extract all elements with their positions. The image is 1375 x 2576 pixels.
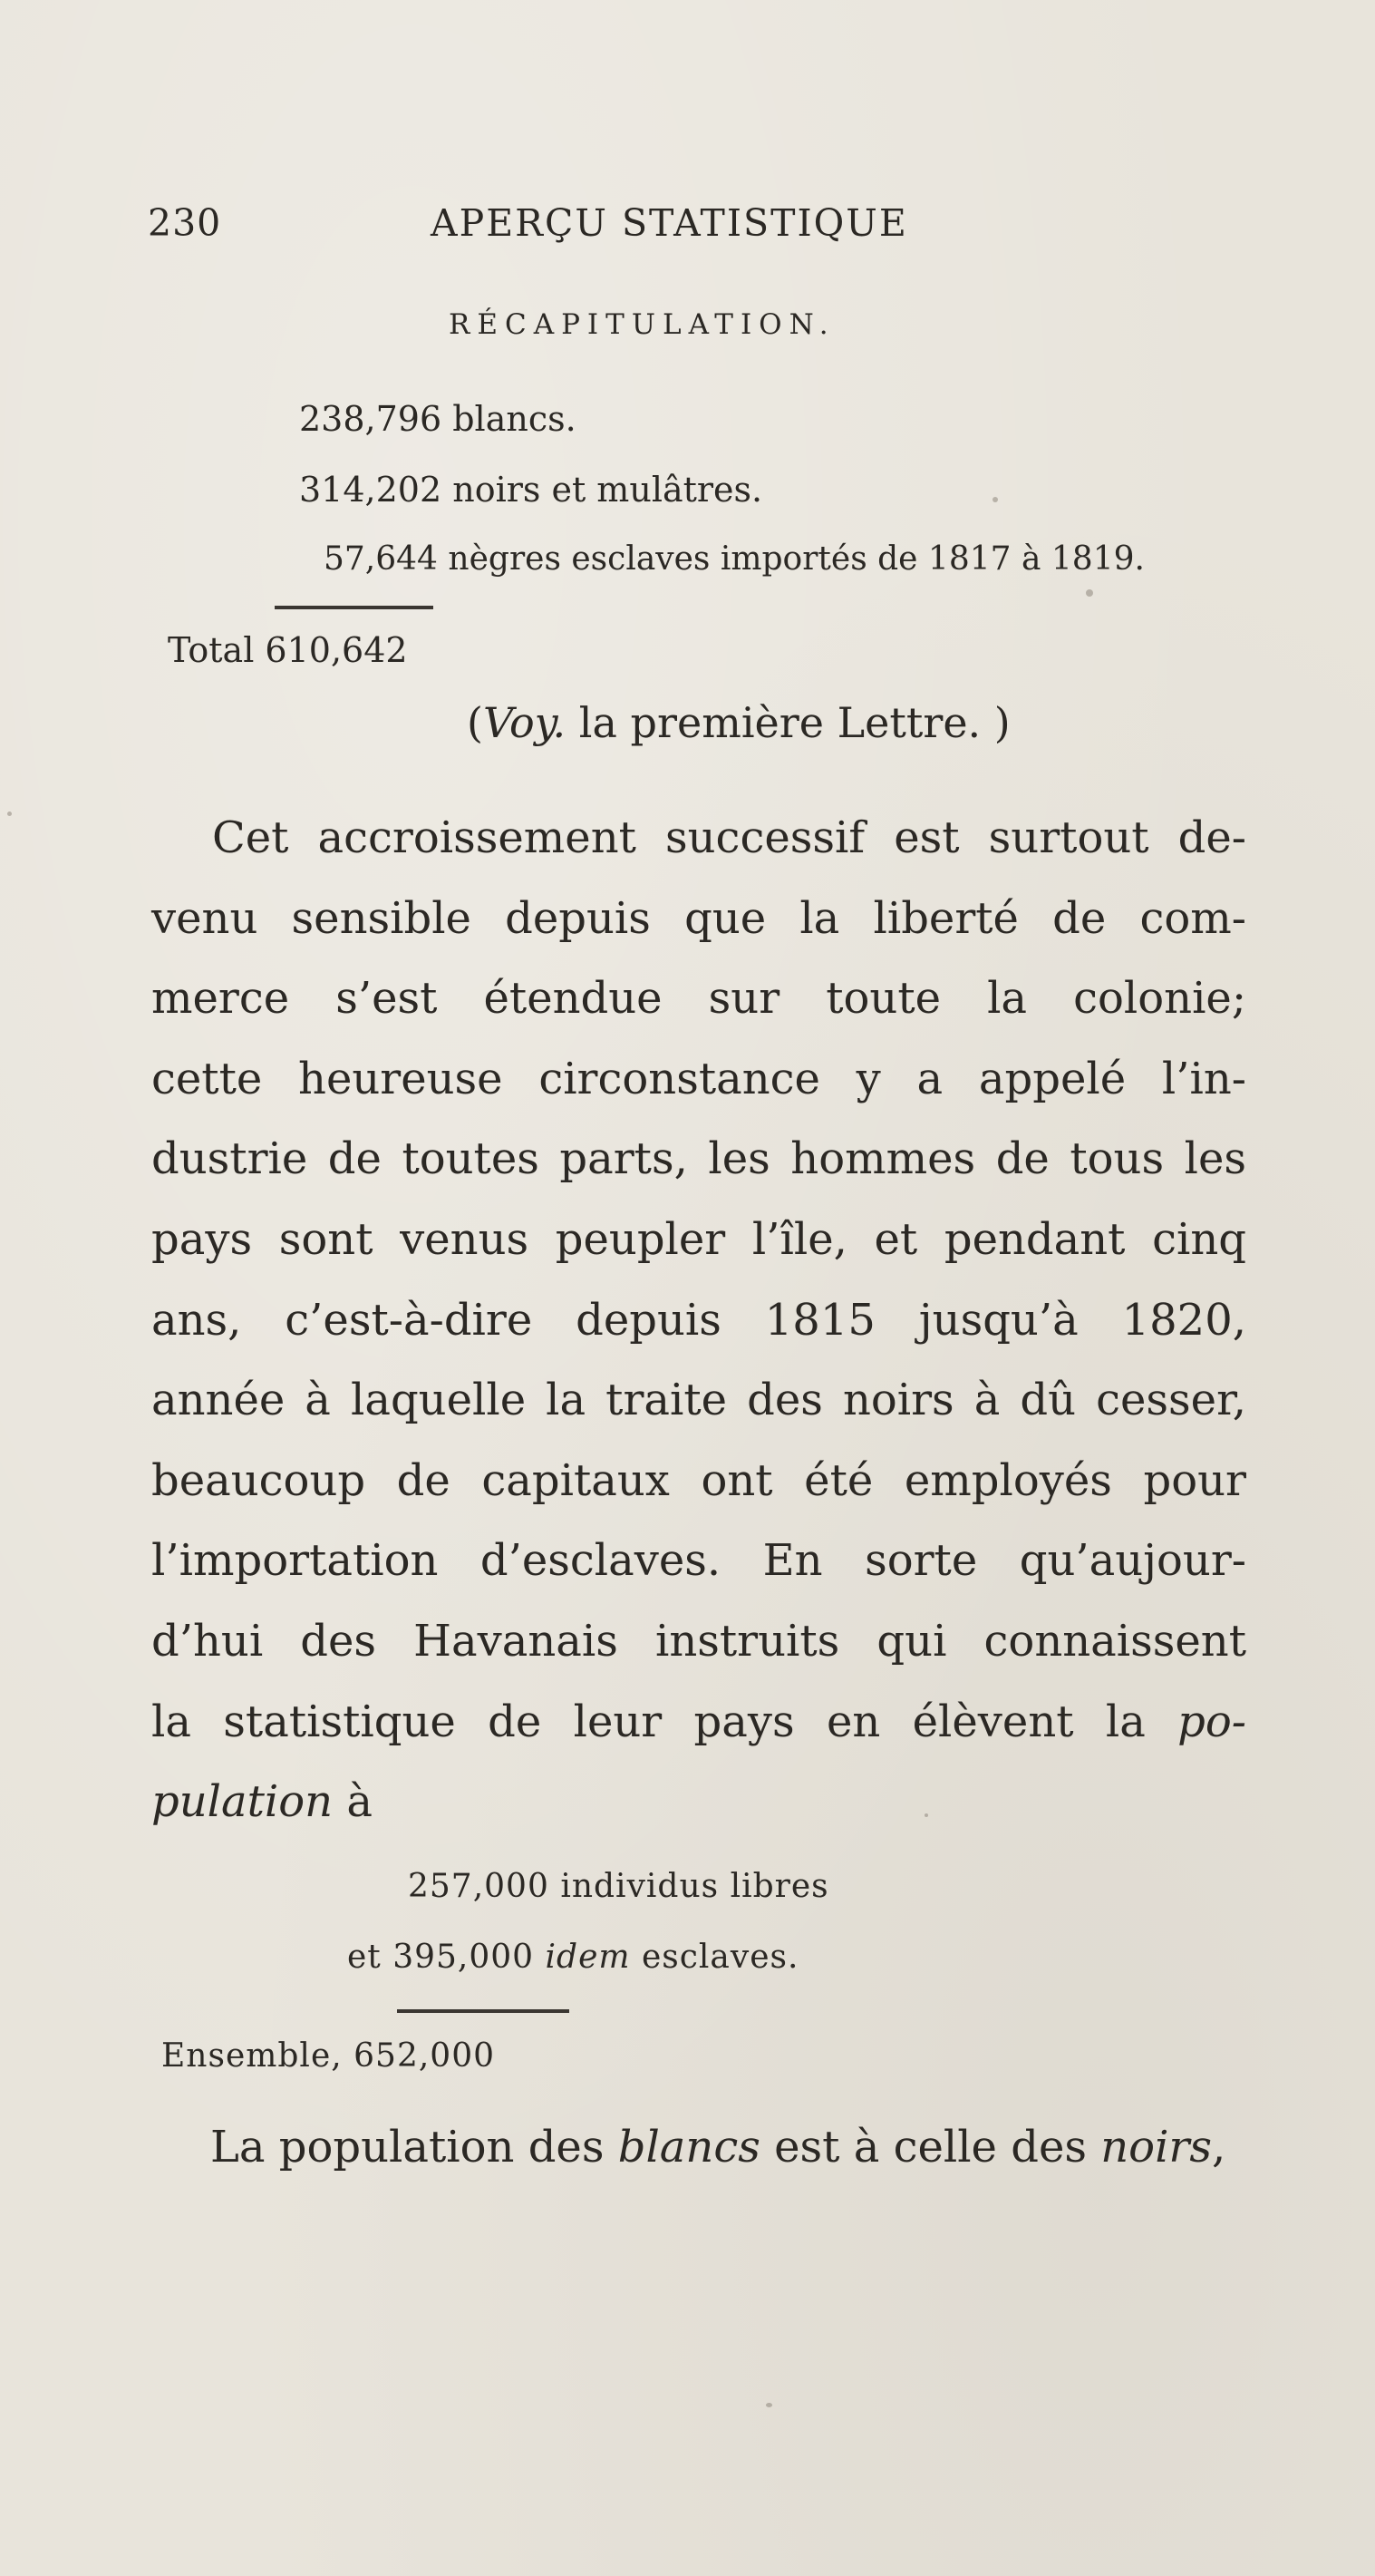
paragraph-italic-hyphen: po- <box>1177 1696 1247 1747</box>
figure-slaves-italic: idem <box>545 1939 631 1976</box>
paragraph-line-text: la statistique de leur pays en élèvent la <box>151 1696 1146 1747</box>
paragraph-line: beaucoup de capitaux ont été employés pour <box>151 1454 1246 1506</box>
ensemble-rule <box>397 2009 569 2013</box>
closing-part1: La population des <box>210 2122 618 2173</box>
recap-line-imported: 57,644 nègres esclaves importés de 1817 à 1819. <box>324 540 1145 578</box>
main-paragraph <box>151 798 1246 1842</box>
reference-open: ( <box>467 698 483 747</box>
reference-rest: la première Lettre. ) <box>566 698 1011 747</box>
paper-speck <box>766 2403 772 2407</box>
closing-part2: est à celle des <box>760 2122 1101 2173</box>
paragraph-line: d’hui des Havanais instruits qui connaissent <box>151 1615 1246 1667</box>
figure-slaves-suffix: esclaves. <box>630 1939 799 1976</box>
paper-speck <box>925 1813 928 1817</box>
paragraph-line: Cet accroissement successif est surtout de- <box>212 812 1246 863</box>
closing-italic-blancs: blancs <box>617 2122 760 2173</box>
paragraph-line: dustrie de toutes parts, les hommes de tous les <box>151 1133 1246 1185</box>
figure-free: 257,000 individus libres <box>408 1868 829 1905</box>
paragraph-last-rest: à <box>333 1776 373 1828</box>
paragraph-line: pays sont venus peupler l’île, et pendant cinq <box>151 1213 1246 1265</box>
figure-slaves <box>347 1939 799 1976</box>
running-title: APERÇU STATISTIQUE <box>431 201 908 245</box>
closing-italic-noirs: noirs <box>1100 2122 1212 2173</box>
paragraph-line: année à laquelle la traite des noirs à dû cesser, <box>151 1375 1246 1426</box>
reference-note <box>467 698 1011 747</box>
total-rule <box>275 606 433 609</box>
figure-slaves-prefix: et 395,000 <box>347 1939 546 1976</box>
paper-speck <box>1086 589 1093 597</box>
page-number: 230 <box>148 201 222 245</box>
closing-line <box>210 2122 1225 2173</box>
paper-speck <box>993 497 998 502</box>
paragraph-line: ans, c’est-à-dire depuis 1815 jusqu’à 1820, <box>151 1294 1246 1346</box>
closing-part3: , <box>1212 2122 1226 2173</box>
recap-total: Total 610,642 <box>168 630 408 670</box>
paragraph-last-line <box>151 1762 1246 1842</box>
paragraph-italic-word: pulation <box>151 1776 334 1828</box>
paragraph-line: cette heureuse circonstance y a appelé l’in- <box>151 1053 1246 1104</box>
paragraph-line: venu sensible depuis que la liberté de com- <box>151 892 1246 944</box>
paragraph-line: l’importation d’esclaves. En sorte qu’aujour- <box>151 1535 1246 1587</box>
recap-line-whites: 238,796 blancs. <box>299 399 576 439</box>
figure-ensemble: Ensemble, 652,000 <box>161 2037 495 2075</box>
paper-speck <box>7 812 12 816</box>
reference-italic: Voy. <box>482 698 566 747</box>
paragraph-line: merce s’est étendue sur toute la colonie; <box>151 973 1246 1025</box>
section-title: RÉCAPITULATION. <box>449 308 836 341</box>
paragraph-line-with-italic <box>151 1682 1246 1763</box>
recap-line-blacks: 314,202 noirs et mulâtres. <box>299 470 763 510</box>
